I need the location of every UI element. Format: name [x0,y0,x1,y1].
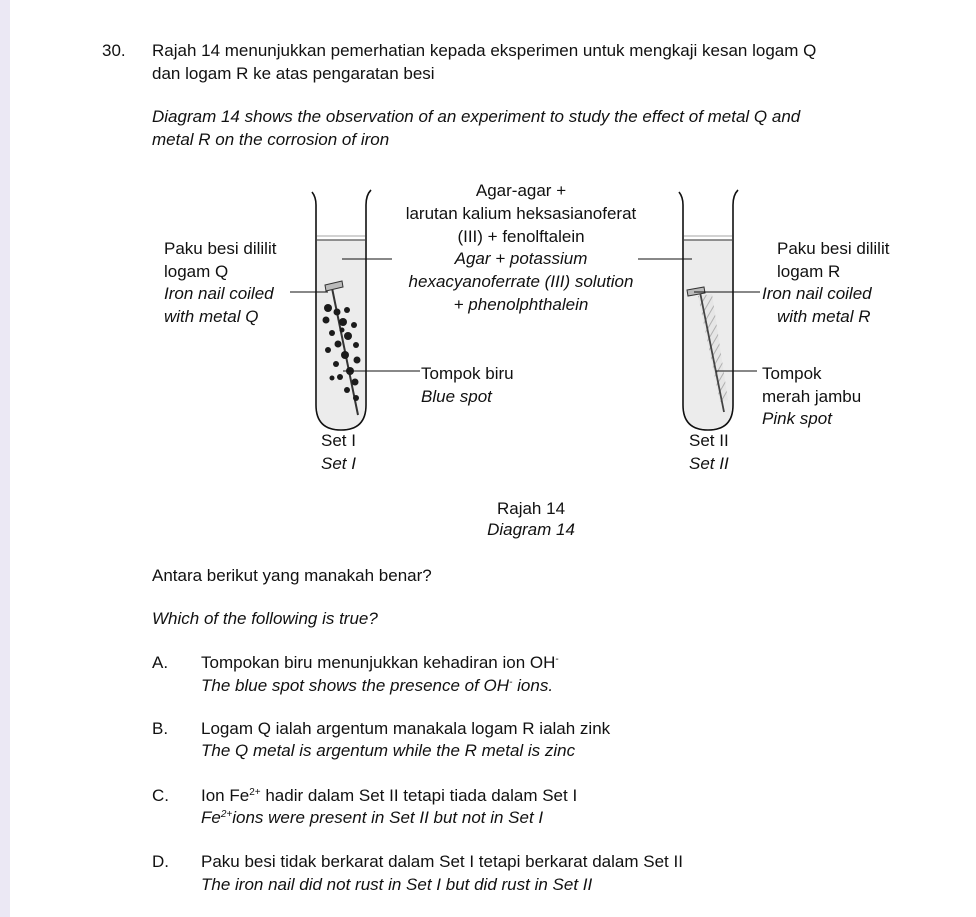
pink-spot-label-malay-1: Tompok [762,364,822,383]
medium-label-malay-1: Agar-agar + [475,181,567,200]
option-d-malay: Paku besi tidak berkarat dalam Set I tetapi berkarat dalam Set II [201,852,683,871]
diagram-caption-english: Diagram 14 [487,520,575,539]
set-1-label-english: Set I [321,454,356,473]
stem-english-line-1: Diagram 14 shows the observation of an experiment to study the effect of metal Q and [152,107,801,126]
blue-spot-label-english: Blue spot [421,387,492,406]
prompt-english: Which of the following is true? [152,609,378,628]
set-2-label-malay: Set II [689,431,729,450]
left-nail-label-english-1: Iron nail coiled [164,284,274,303]
option-d-letter: D. [152,852,169,871]
right-nail-label-english-1: Iron nail coiled [762,284,872,303]
medium-label-english-2: hexacyanoferrate (III) solution [408,272,634,291]
option-b-malay: Logam Q ialah argentum manakala logam R ialah zink [201,719,611,738]
left-nail-label-english-2: with metal Q [164,307,259,326]
option-b-english: The Q metal is argentum while the R metal is zinc [201,741,576,760]
stem-malay-line-2: dan logam R ke atas pengaratan besi [152,64,435,83]
right-nail-label-malay-2: logam R [777,262,841,281]
option-d-english: The iron nail did not rust in Set I but did rust in Set II [201,875,593,894]
option-b-letter: B. [152,719,169,738]
set-2-label-english: Set II [689,454,729,473]
right-nail-label-english-2: with metal R [777,307,871,326]
pink-spot-label-english: Pink spot [762,409,832,428]
medium-label-english-1: Agar + potassium [454,249,588,268]
option-c-english: $Fe^{2+}ions$ were present in Set II but not in Set I [201,808,544,827]
stem-english-line-2: metal R on the corrosion of iron [152,130,390,149]
set-1-label-malay: Set I [321,431,356,450]
test-tube-set-1 [312,190,371,430]
prompt-malay: Antara berikut yang manakah benar? [152,566,432,585]
option-c-malay: Ion $Fe^{2+}$ hadir dalam Set II tetapi tiada dalam Set I [201,786,578,805]
option-a-english: The blue spot shows the presence of OH- ions. [201,676,554,695]
right-nail-label-malay-1: Paku besi dililit [777,239,890,258]
pink-spot-label-malay-2: merah jambu [762,387,862,406]
option-a-letter: A. [152,653,169,672]
medium-label-malay-2: larutan kalium heksasianoferat [405,204,637,223]
exam-page [10,0,976,917]
option-c-letter: C. [152,786,169,805]
left-nail-label-malay-1: Paku besi dililit [164,239,277,258]
question-number: 30. [102,41,126,60]
option-a-malay: Tompokan biru menunjukkan kehadiran ion OH- [201,653,559,672]
left-nail-label-malay-2: logam Q [164,262,229,281]
diagram-caption-malay: Rajah 14 [496,499,566,518]
stem-malay-line-1: Rajah 14 menunjukkan pemerhatian kepada eksperimen untuk mengkaji kesan logam Q [152,41,817,60]
medium-label-english-3: + phenolphthalein [453,295,589,314]
medium-label-malay-3: (III) + fenolftalein [457,227,585,246]
blue-spot-label-malay: Tompok biru [421,364,514,383]
